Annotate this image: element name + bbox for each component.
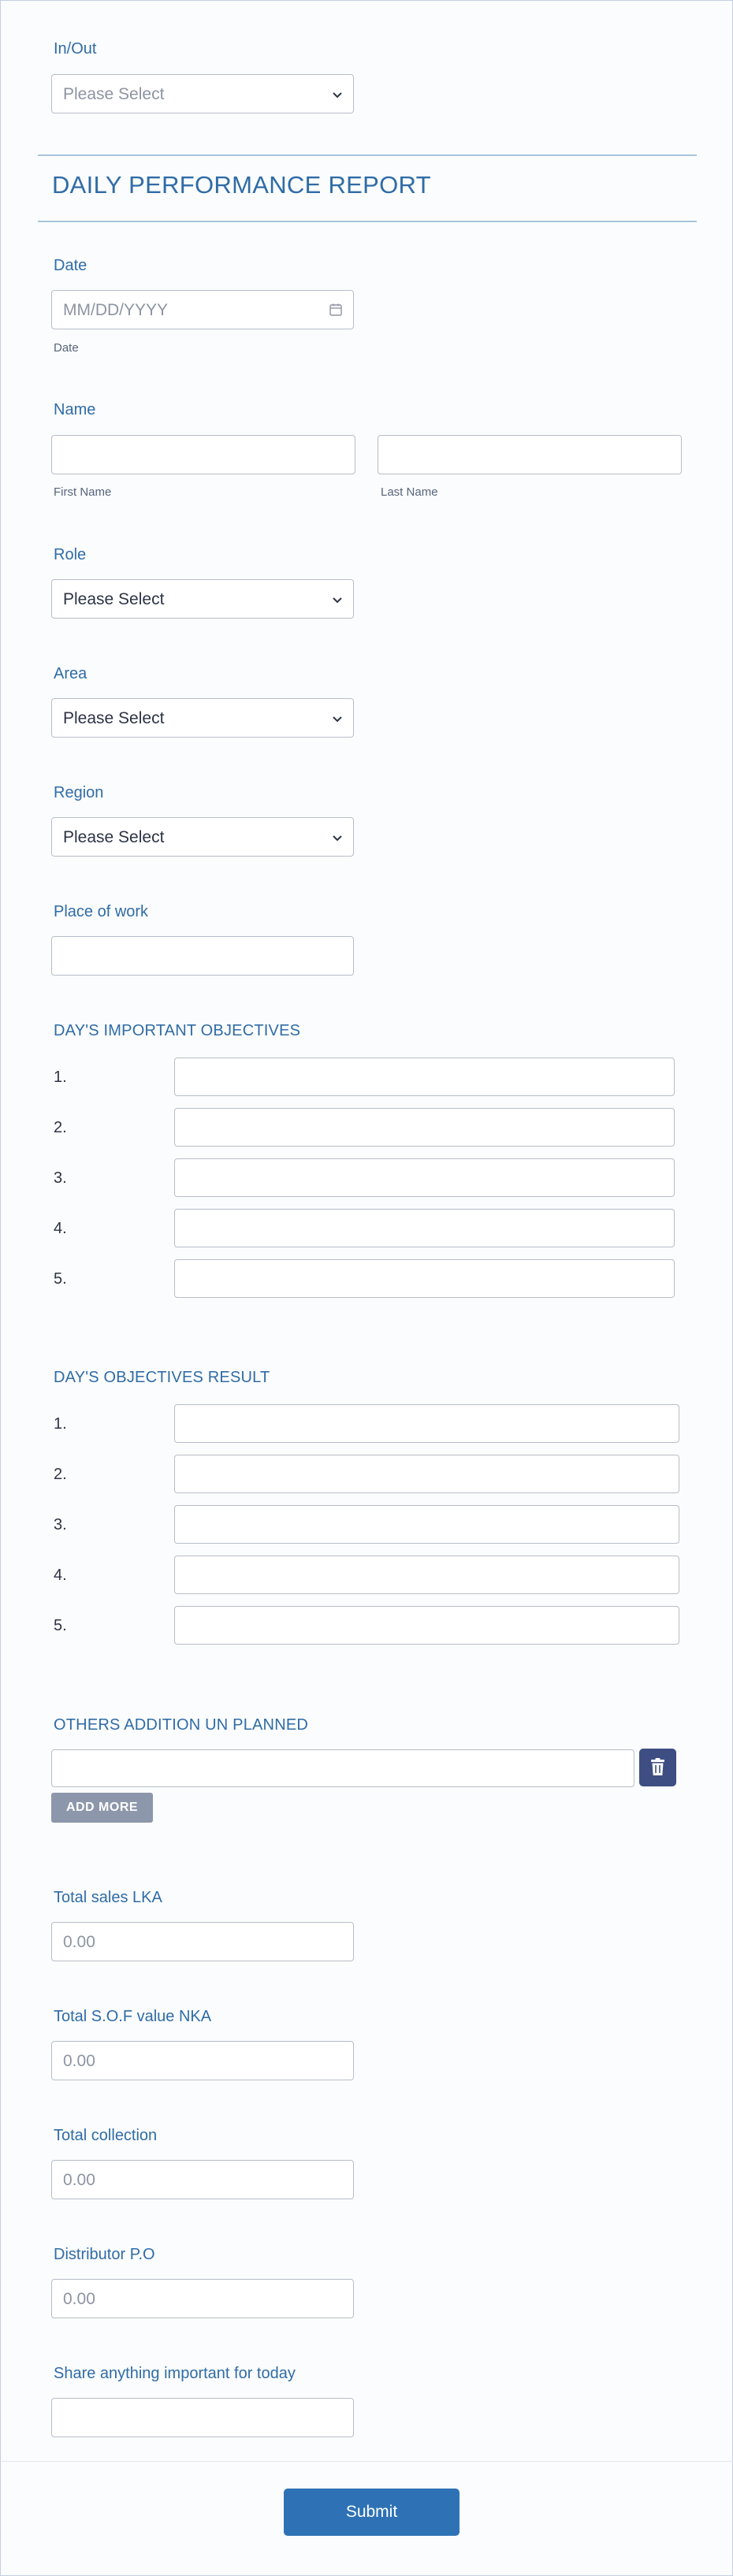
total-collection-label: Total collection [54,2127,158,2144]
objectives-heading: DAY'S IMPORTANT OBJECTIVES [54,1022,301,1039]
objective-number: 5. [54,1270,67,1288]
objective-input[interactable] [174,1158,675,1197]
name-label: Name [54,401,96,418]
header-divider-bottom [38,221,697,222]
date-placeholder: MM/DD/YYYY [63,301,169,319]
area-value: Please Select [63,709,165,727]
distributor-po-label: Distributor P.O [54,2246,155,2263]
objective-input[interactable] [174,1108,675,1147]
last-name-sublabel: Last Name [381,485,438,499]
role-value: Please Select [63,590,165,608]
area-select[interactable] [51,698,354,738]
result-number: 2. [54,1466,67,1483]
others-input[interactable] [51,1749,634,1787]
chevron-down-icon [331,831,344,844]
share-important-input[interactable] [51,2398,354,2437]
calendar-icon[interactable] [329,303,343,317]
objective-number: 2. [54,1119,67,1136]
role-select[interactable] [51,579,354,619]
footer-divider [2,2461,733,2462]
objective-input[interactable] [174,1259,675,1298]
delete-row-button[interactable] [639,1749,676,1786]
result-number: 1. [54,1415,67,1433]
header-divider-top [38,154,697,156]
total-sales-lka-placeholder: 0.00 [63,1933,95,1951]
objective-number: 4. [54,1220,67,1237]
add-more-button[interactable]: ADD MORE [51,1793,153,1823]
objective-number: 3. [54,1169,67,1187]
total-sales-lka-label: Total sales LKA [54,1889,162,1906]
share-important-label: Share anything important for today [54,2365,296,2382]
others-heading: OTHERS ADDITION UN PLANNED [54,1716,309,1734]
total-collection-placeholder: 0.00 [63,2171,95,2189]
submit-button[interactable]: Submit [284,2489,460,2536]
result-input[interactable] [174,1404,679,1443]
objective-input[interactable] [174,1058,675,1096]
objective-number: 1. [54,1069,67,1086]
area-label: Area [54,665,87,682]
first-name-sublabel: First Name [54,485,112,499]
result-input[interactable] [174,1455,679,1493]
result-number: 3. [54,1516,67,1533]
results-heading: DAY'S OBJECTIVES RESULT [54,1369,270,1386]
chevron-down-icon [331,88,344,101]
trash-icon [650,1758,665,1776]
in-out-select[interactable] [51,74,354,113]
total-sof-nka-placeholder: 0.00 [63,2052,95,2070]
chevron-down-icon [331,712,344,725]
region-value: Please Select [63,828,165,846]
objective-input[interactable] [174,1209,675,1247]
in-out-label: In/Out [54,40,97,58]
place-of-work-label: Place of work [54,903,149,920]
place-of-work-input[interactable] [51,936,354,976]
total-collection-input[interactable] [51,2160,354,2199]
form-title: DAILY PERFORMANCE REPORT [52,171,431,199]
total-sales-lka-input[interactable] [51,1922,354,1961]
in-out-placeholder: Please Select [63,85,165,103]
region-label: Region [54,784,104,801]
last-name-input[interactable] [378,435,682,474]
chevron-down-icon [331,593,344,606]
total-sof-nka-label: Total S.O.F value NKA [54,2008,212,2025]
result-input[interactable] [174,1505,679,1544]
distributor-po-placeholder: 0.00 [63,2290,95,2308]
date-sublabel: Date [54,341,79,355]
distributor-po-input[interactable] [51,2279,354,2318]
total-sof-nka-input[interactable] [51,2041,354,2080]
region-select[interactable] [51,817,354,857]
result-number: 5. [54,1617,67,1634]
result-input[interactable] [174,1606,679,1645]
result-input[interactable] [174,1556,679,1594]
role-label: Role [54,546,87,563]
result-number: 4. [54,1567,67,1584]
date-input[interactable] [51,290,354,329]
first-name-input[interactable] [51,435,355,474]
date-label: Date [54,257,87,274]
